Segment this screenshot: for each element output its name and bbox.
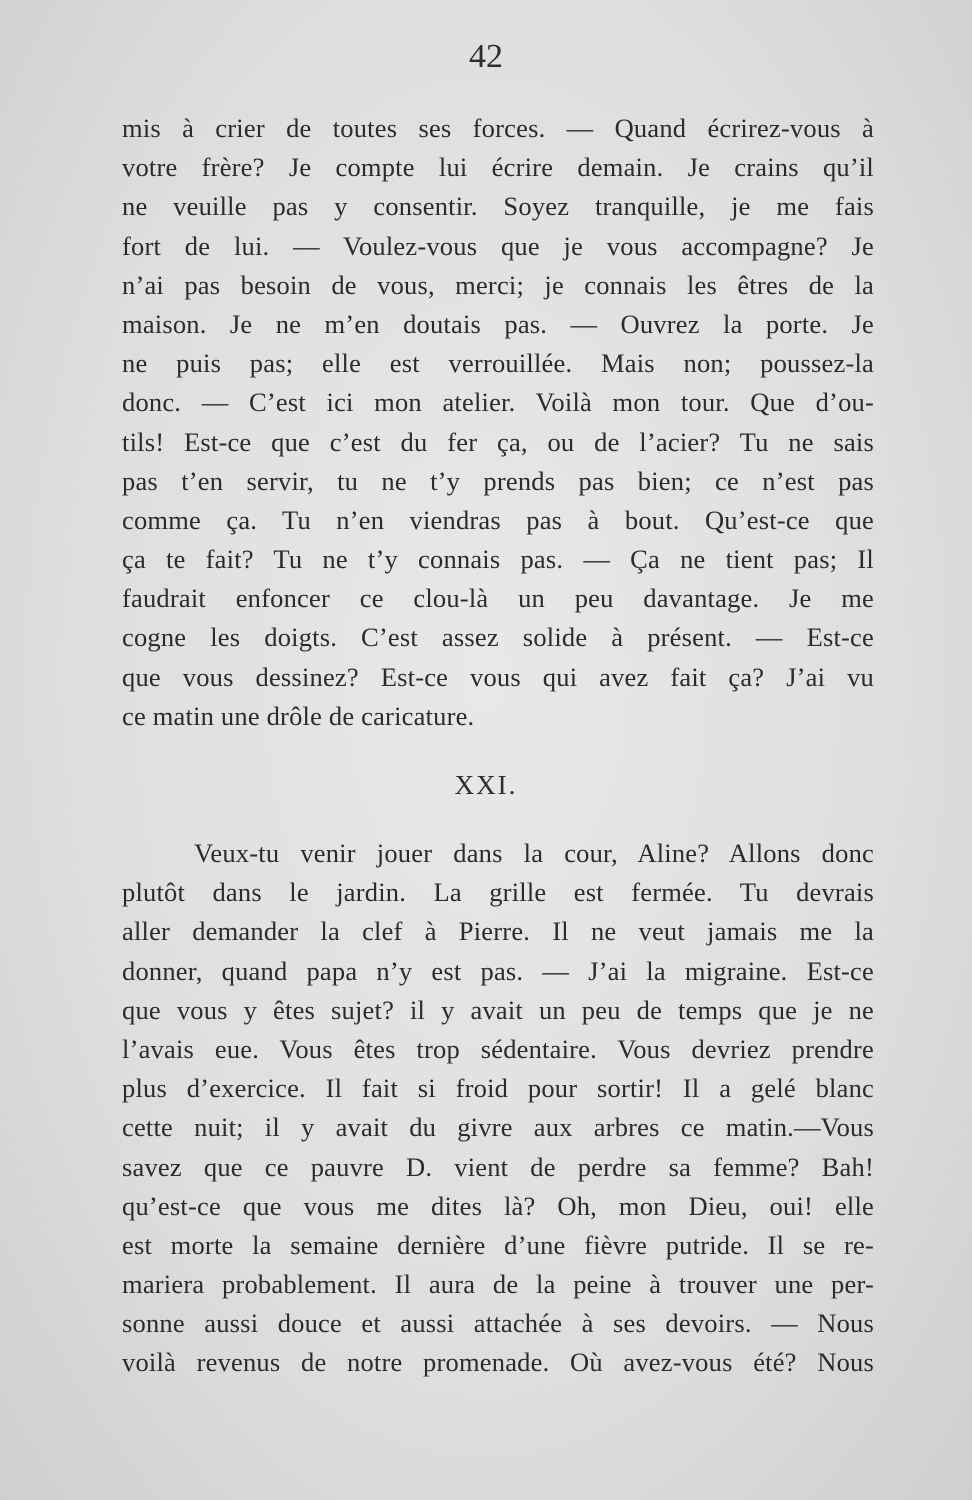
text-line: mariera probablement. Il aura de la peine à trouver une per- bbox=[122, 1269, 874, 1300]
text-line: cette nuit; il y avait du givre aux arbres ce matin.—Vous bbox=[122, 1112, 874, 1143]
text-line: est morte la semaine dernière d’une fièvre putride. Il se re- bbox=[122, 1229, 874, 1260]
text-line: qu’est-ce que vous me dites là? Oh, mon Dieu, oui! elle bbox=[122, 1190, 874, 1221]
text-line: comme ça. Tu n’en viendras pas à bout. Qu’est-ce que bbox=[122, 504, 874, 535]
text-line: plus d’exercice. Il fait si froid pour sortir! Il a gelé blanc bbox=[122, 1073, 874, 1104]
paragraph-1 bbox=[122, 109, 874, 736]
text-line: plutôt dans le jardin. La grille est fermée. Tu devrais bbox=[122, 877, 874, 908]
chapter-heading: XXI. bbox=[454, 770, 518, 800]
text-line: votre frère? Je compte lui écrire demain. Je crains qu’il bbox=[122, 152, 874, 183]
text-line: ne puis pas; elle est verrouillée. Mais non; poussez-la bbox=[122, 348, 874, 379]
text-line: Veux-tu venir jouer dans la cour, Aline? Allons donc bbox=[194, 838, 874, 868]
text-line: voilà revenus de notre promenade. Où avez-vous été? Nous bbox=[122, 1347, 874, 1378]
text-line: savez que ce pauvre D. vient de perdre sa femme? Bah! bbox=[122, 1151, 874, 1182]
text-line: cogne les doigts. C’est assez solide à présent. — Est-ce bbox=[122, 622, 874, 653]
text-line: mis à crier de toutes ses forces. — Quand écrirez-vous à bbox=[122, 113, 874, 143]
text-line: ne veuille pas y consentir. Soyez tranquille, je me fais bbox=[122, 191, 874, 222]
paragraph-2 bbox=[122, 834, 874, 1383]
text-line: que vous y êtes sujet? il y avait un peu de temps que je ne bbox=[122, 994, 874, 1025]
text-line: faudrait enfoncer ce clou-là un peu davantage. Je me bbox=[122, 583, 874, 614]
text-line: tils! Est-ce que c’est du fer ça, ou de l’acier? Tu ne sais bbox=[122, 426, 874, 457]
text-line: donner, quand papa n’y est pas. — J’ai la migraine. Est-ce bbox=[122, 955, 874, 986]
page-number: 42 bbox=[469, 38, 503, 75]
text-line: que vous dessinez? Est-ce vous qui avez fait ça? J’ai vu bbox=[122, 661, 874, 692]
text-line: pas t’en servir, tu ne t’y prends pas bien; ce n’est pas bbox=[122, 465, 874, 496]
text-line: donc. — C’est ici mon atelier. Voilà mon tour. Que d’ou- bbox=[122, 387, 874, 418]
text-line: ce matin une drôle de caricature. bbox=[122, 700, 475, 731]
text-line: sonne aussi douce et aussi attachée à ses devoirs. — Nous bbox=[122, 1308, 874, 1339]
text-line: n’ai pas besoin de vous, merci; je connais les êtres de la bbox=[122, 269, 874, 300]
text-line: maison. Je ne m’en doutais pas. — Ouvrez la porte. Je bbox=[122, 308, 874, 339]
text-line: l’avais eue. Vous êtes trop sédentaire. Vous devriez prendre bbox=[122, 1033, 874, 1064]
text-line: aller demander la clef à Pierre. Il ne veut jamais me la bbox=[122, 916, 874, 947]
text-line: ça te fait? Tu ne t’y connais pas. — Ça ne tient pas; Il bbox=[122, 544, 874, 575]
text-line: fort de lui. — Voulez-vous que je vous accompagne? Je bbox=[122, 230, 874, 261]
